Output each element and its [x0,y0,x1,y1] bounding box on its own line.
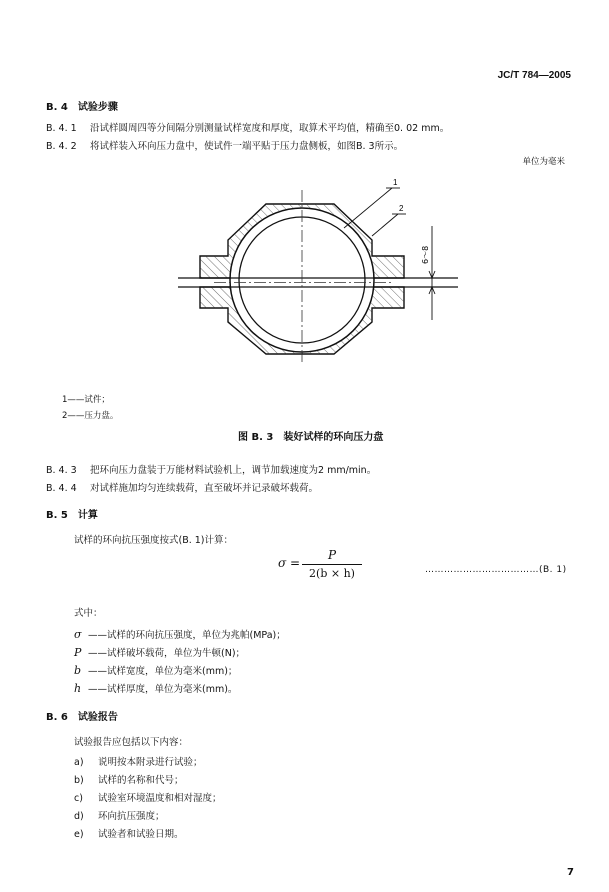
step-b43 [46,462,376,476]
def-symbol: P [74,646,82,659]
step-number: B. 4. 2 [46,141,77,152]
unit-note: 单位为毫米 [522,157,565,167]
figure-caption: 图 B. 3 装好试样的环向压力盘 [238,432,384,443]
where-label: 式中： [74,608,103,619]
def-text: ——试样厚度，单位为毫米(mm)。 [88,684,238,695]
def-sigma [74,627,286,641]
def-symbol: σ [74,628,82,641]
item-text: 试验室环境温度和相对湿度； [98,793,222,804]
item-text: 说明按本附录进行试验； [98,757,203,768]
callout-2: 2 [399,204,404,213]
list-item [74,754,203,768]
item-text: 环向抗压强度； [98,811,165,822]
list-item [74,808,165,822]
standard-code: JC/T 784—2005 [497,70,571,81]
pressure-plate-figure [176,176,462,372]
step-b42 [46,138,403,152]
formula-lhs: σ [278,556,287,570]
page-number: 7 [567,867,574,878]
report-intro: 试验报告应包括以下内容： [74,737,189,748]
def-text: ——试样的环向抗压强度，单位为兆帕(MPa)； [88,630,286,641]
leader-2 [372,214,398,236]
item-label: a) [74,757,84,768]
item-text: 试验者和试验日期。 [98,829,184,840]
def-b [74,663,237,677]
def-p [74,645,245,659]
step-text: 对试样施加均匀连续载荷，直至破坏并记录破坏载荷。 [90,483,319,494]
def-symbol: h [74,682,82,695]
def-symbol: b [74,664,82,677]
item-label: e) [74,829,84,840]
list-item [74,826,184,840]
section-b6-heading: B. 6 试验报告 [46,712,118,723]
item-text: 试样的名称和代号； [98,775,184,786]
step-number: B. 4. 3 [46,465,77,476]
item-label: d) [74,811,84,822]
leader-1 [344,188,392,228]
callout-1: 1 [393,178,398,187]
formula-number: (B. 1) [539,565,567,575]
step-text: 将试样装入环向压力盘中，使试件一端平贴于压力盘侧板，如图B. 3所示。 [90,141,404,152]
item-label: b) [74,775,84,786]
formula-fraction [302,548,362,580]
formula-ref [425,565,567,575]
def-text: ——试样破坏载荷，单位为牛顿(N)； [88,648,246,659]
step-number: B. 4. 1 [46,123,77,134]
def-text: ——试样宽度，单位为毫米(mm)； [88,666,238,677]
step-b41 [46,120,449,134]
formula-dots: ……………………………… [425,565,539,575]
legend-2: 2——压力盘。 [62,411,119,421]
step-b44 [46,480,318,494]
formula-denominator: 2(b × h) [309,567,355,580]
list-item [74,772,184,786]
formula-numerator: P [302,548,362,565]
section-b4-heading: B. 4 试验步骤 [46,102,118,113]
def-h [74,681,237,695]
dimension-label: 6～8 [421,245,430,264]
calc-intro: 试样的环向抗压强度按式(B. 1)计算： [74,535,234,546]
item-label: c) [74,793,83,804]
legend-1: 1——试件； [62,395,110,405]
step-number: B. 4. 4 [46,483,77,494]
list-item [74,790,222,804]
section-b5-heading: B. 5 计算 [46,510,98,521]
step-text: 把环向压力盘装于万能材料试验机上，调节加载速度为2 mm/min。 [90,465,377,476]
formula-equals: = [290,556,301,570]
step-text: 沿试样圆周四等分间隔分别测量试样宽度和厚度，取算术平均值，精确至0. 02 mm。 [90,123,450,134]
